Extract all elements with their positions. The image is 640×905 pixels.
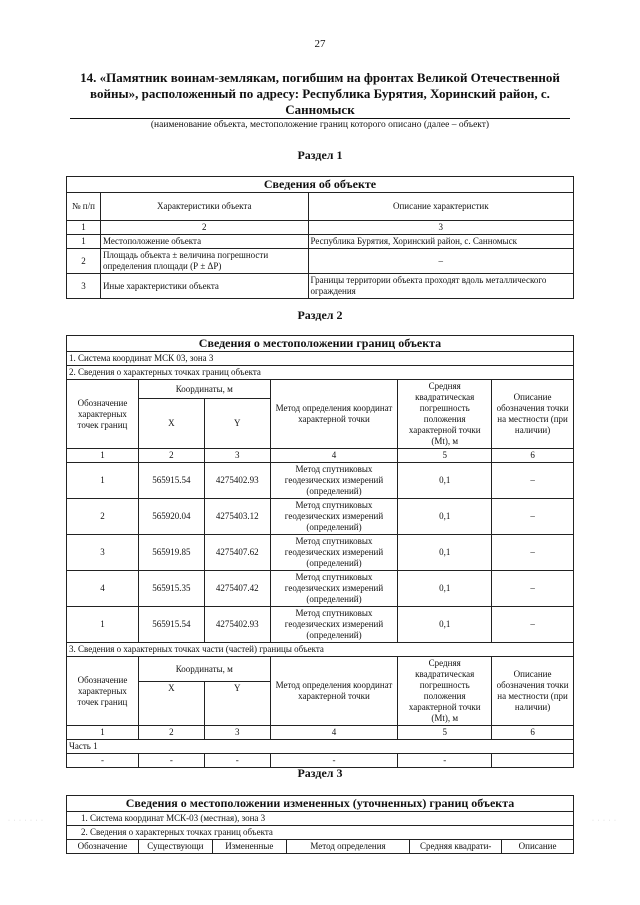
- point-description: –: [492, 571, 574, 607]
- column-index: 3: [308, 221, 573, 235]
- column-index: 4: [270, 449, 398, 463]
- coord-y: 4275402.93: [204, 607, 270, 643]
- method: Метод спутниковых геодезических измерений (определений): [270, 499, 398, 535]
- row-number: 2: [67, 249, 101, 274]
- column-index: 5: [398, 726, 492, 740]
- point-id: 1: [67, 463, 139, 499]
- col-header-number: № п/п: [67, 193, 101, 221]
- col-header-x: X: [138, 682, 204, 726]
- table-row: [67, 535, 574, 571]
- col-header: Средняя квадрати-: [410, 840, 502, 854]
- accuracy: 0,1: [398, 607, 492, 643]
- point-id: 3: [67, 535, 139, 571]
- column-index: 1: [67, 449, 139, 463]
- column-index: 6: [492, 449, 574, 463]
- accuracy: 0,1: [398, 571, 492, 607]
- characteristic-value: Границы территории объекта проходят вдоль металлического ограждения: [308, 274, 573, 299]
- col-header-accuracy: Средняя квадратическая погрешность положения характерной точки (Mt), м: [398, 657, 492, 726]
- col-header: Метод определения: [286, 840, 410, 854]
- col-header-point: Обозначение характерных точек границ: [67, 380, 139, 449]
- subsection-points: 2. Сведения о характерных точках границ объекта: [67, 366, 574, 380]
- point-description: –: [492, 535, 574, 571]
- characteristic-value: –: [308, 249, 573, 274]
- scan-artifact: · · · · ·: [592, 818, 617, 824]
- part-label: Часть 1: [67, 740, 574, 754]
- col-header: Описание: [502, 840, 574, 854]
- col-header-description: Описание характеристик: [308, 193, 573, 221]
- coord-y: 4275402.93: [204, 463, 270, 499]
- characteristic-value: Республика Бурятия, Хоринский район, с. Санномыск: [308, 235, 573, 249]
- col-header-point: Обозначение характерных точек границ: [67, 657, 139, 726]
- page-number: 27: [314, 38, 326, 50]
- col-header-y: Y: [204, 399, 270, 449]
- accuracy: 0,1: [398, 463, 492, 499]
- method: Метод спутниковых геодезических измерений (определений): [270, 607, 398, 643]
- coord-x: 565919.85: [138, 535, 204, 571]
- changed-boundaries-caption: Сведения о местоположении измененных (уточненных) границ объекта: [67, 796, 574, 812]
- point-id: -: [67, 754, 139, 768]
- accuracy: 0,1: [398, 499, 492, 535]
- method: Метод спутниковых геодезических измерений (определений): [270, 463, 398, 499]
- col-header: Существующи: [138, 840, 212, 854]
- characteristic-name: Иные характеристики объекта: [100, 274, 308, 299]
- column-index: 2: [100, 221, 308, 235]
- col-header: Измененные: [212, 840, 286, 854]
- characteristic-name: Местоположение объекта: [100, 235, 308, 249]
- scan-artifact: · · · · · · ·: [8, 818, 44, 824]
- row-number: 1: [67, 235, 101, 249]
- coordinate-system: 1. Система координат МСК-03 (местная), зона 3: [67, 812, 574, 826]
- column-index: 2: [138, 449, 204, 463]
- object-info-table: [66, 176, 574, 299]
- object-heading: 14. «Памятник воинам-землякам, погибшим на фронтах Великой Отечественной войны», расположенный по адресу: Республика Бурятия, Хоринский район, с. Санномыск: [80, 70, 560, 117]
- changed-boundaries-table: [66, 795, 574, 854]
- column-index: 6: [492, 726, 574, 740]
- column-index: 3: [204, 726, 270, 740]
- point-id: 2: [67, 499, 139, 535]
- point-description: –: [492, 607, 574, 643]
- row-number: 3: [67, 274, 101, 299]
- section3-title: Раздел 3: [297, 766, 343, 780]
- coord-x: 565915.54: [138, 607, 204, 643]
- col-header-point-description: Описание обозначения точки на местности (при наличии): [492, 657, 574, 726]
- table-row: [67, 499, 574, 535]
- column-index: 5: [398, 449, 492, 463]
- accuracy: -: [398, 754, 492, 768]
- coord-x: 565920.04: [138, 499, 204, 535]
- col-header: Обозначение: [67, 840, 139, 854]
- characteristic-name: Площадь объекта ± величина погрешности определения площади (Р ± ΔР): [100, 249, 308, 274]
- column-index: 2: [138, 726, 204, 740]
- method: -: [270, 754, 398, 768]
- coord-x: 565915.35: [138, 571, 204, 607]
- accuracy: 0,1: [398, 535, 492, 571]
- point-id: 1: [67, 607, 139, 643]
- column-index: 4: [270, 726, 398, 740]
- col-header-x: X: [138, 399, 204, 449]
- table-row: [67, 571, 574, 607]
- heading-note: (наименование объекта, местоположение границ которого описано (далее – объект): [150, 120, 490, 130]
- column-index: 3: [204, 449, 270, 463]
- subsection-part-points: 3. Сведения о характерных точках части (частей) границы объекта: [67, 643, 574, 657]
- column-index: 1: [67, 221, 101, 235]
- col-header-point-description: Описание обозначения точки на местности (при наличии): [492, 380, 574, 449]
- point-description: –: [492, 499, 574, 535]
- coord-y: 4275403.12: [204, 499, 270, 535]
- table-row: [67, 463, 574, 499]
- table-row: [67, 249, 574, 274]
- boundary-points-table: [66, 335, 574, 768]
- section2-title: Раздел 2: [297, 308, 343, 322]
- subsection-points: 2. Сведения о характерных точках границ объекта: [67, 826, 574, 840]
- col-header-y: Y: [204, 682, 270, 726]
- table-row: [67, 274, 574, 299]
- col-header-accuracy: Средняя квадратическая погрешность положения характерной точки (Mt), м: [398, 380, 492, 449]
- coord-y: 4275407.62: [204, 535, 270, 571]
- col-header-coords: Координаты, м: [138, 657, 270, 682]
- boundary-caption: Сведения о местоположении границ объекта: [67, 336, 574, 352]
- method: Метод спутниковых геодезических измерений (определений): [270, 571, 398, 607]
- section1-title: Раздел 1: [297, 148, 343, 162]
- point-id: 4: [67, 571, 139, 607]
- col-header-coords: Координаты, м: [138, 380, 270, 399]
- coord-y: 4275407.42: [204, 571, 270, 607]
- table-row: [67, 235, 574, 249]
- col-header-characteristics: Характеристики объекта: [100, 193, 308, 221]
- table-row: [67, 607, 574, 643]
- coord-x: -: [138, 754, 204, 768]
- coordinate-system: 1. Система координат МСК 03, зона 3: [67, 352, 574, 366]
- object-info-caption: Сведения об объекте: [67, 177, 574, 193]
- point-description: –: [492, 463, 574, 499]
- coord-x: 565915.54: [138, 463, 204, 499]
- col-header-method: Метод определения координат характерной точки: [270, 380, 398, 449]
- col-header-method: Метод определения координат характерной точки: [270, 657, 398, 726]
- column-index: 1: [67, 726, 139, 740]
- heading-underline: [70, 118, 570, 119]
- method: Метод спутниковых геодезических измерений (определений): [270, 535, 398, 571]
- coord-y: -: [204, 754, 270, 768]
